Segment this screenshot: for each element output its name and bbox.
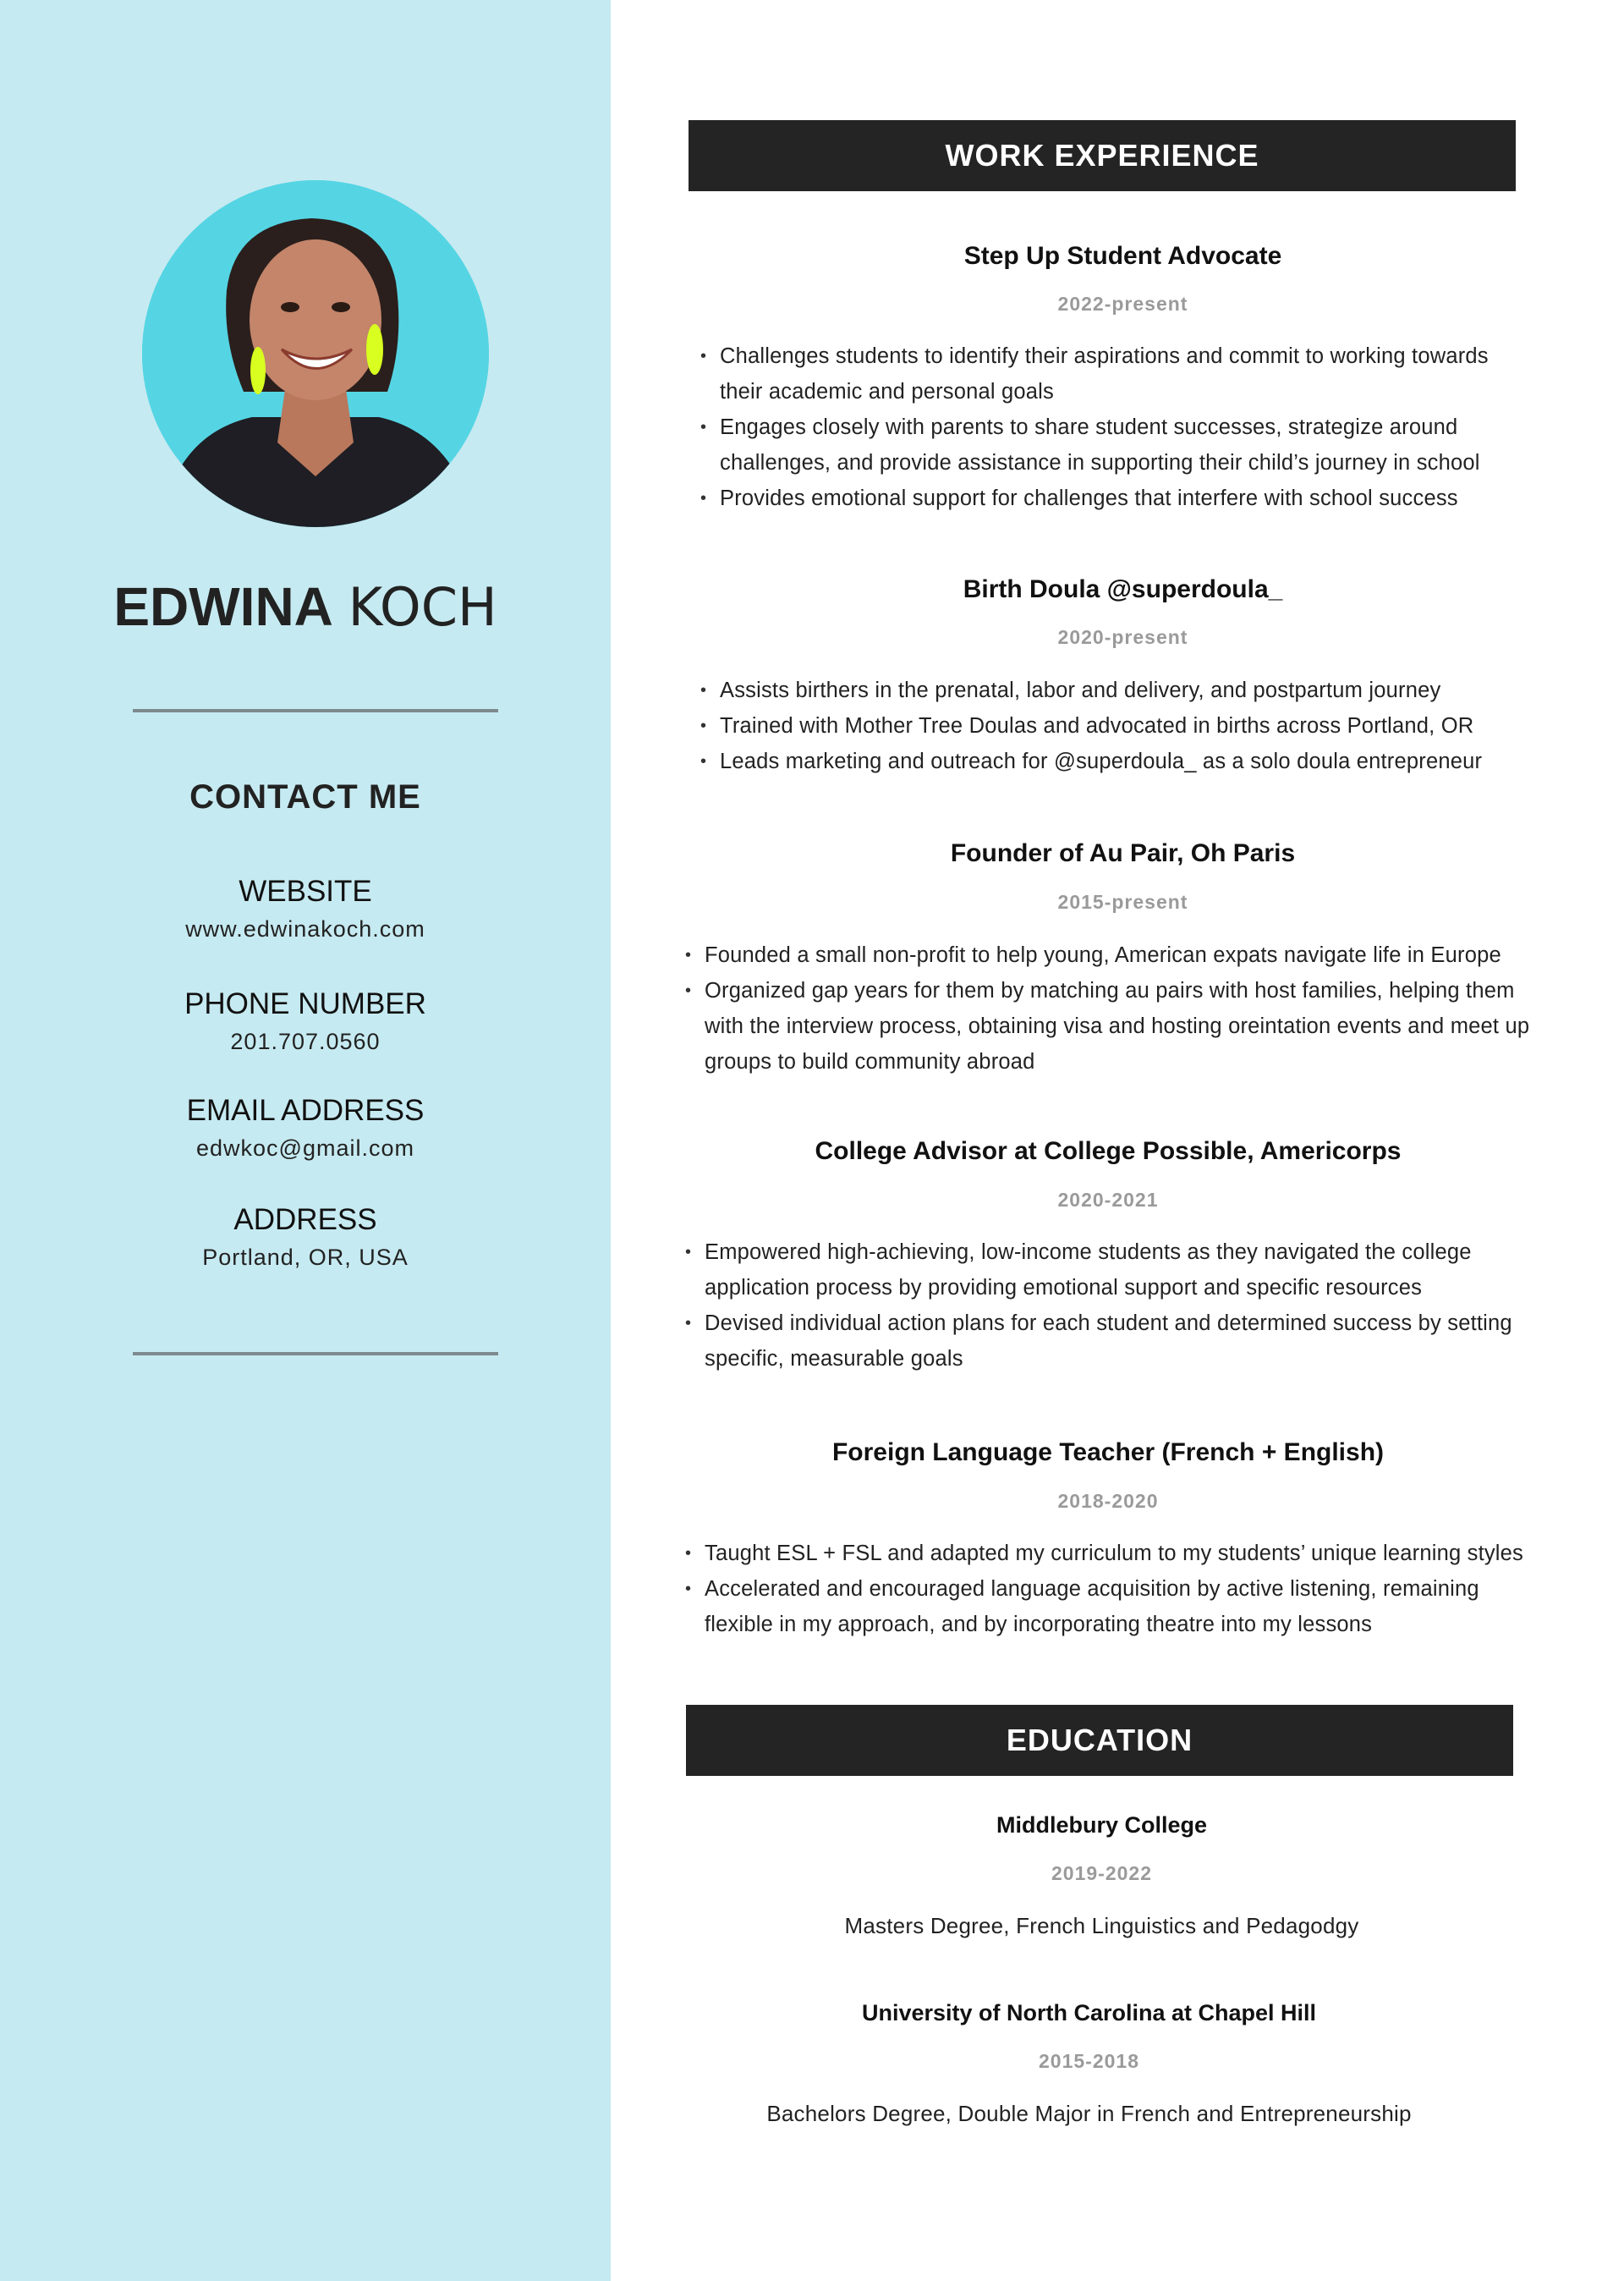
contact-website: [0, 871, 611, 946]
job-title: Birth Doula @superdoula_: [963, 575, 1283, 603]
bullet-item: • Challenges students to identify their aspirations and commit to working towards their academic and personal goals: [700, 338, 1529, 409]
email-label: EMAIL ADDRESS: [186, 1094, 425, 1127]
bullet-item: • Accelerated and encouraged language acquisition by active listening, remaining flexible in my approach, and by incorporating theatre into my lessons: [685, 1571, 1539, 1642]
job-date: 2020-2021: [1057, 1189, 1159, 1211]
bullet-item: • Taught ESL + FSL and adapted my curriculum to my students’ unique learning styles: [685, 1536, 1539, 1571]
school-name: University of North Carolina at Chapel Hill: [861, 2000, 1317, 2025]
candidate-name: [0, 575, 611, 638]
school-date: 2015-2018: [1039, 2050, 1139, 2072]
job-bullets: [685, 1234, 1539, 1377]
first-name: EDWINA: [113, 576, 333, 637]
job-title: Foreign Language Teacher (French + English): [831, 1438, 1385, 1466]
profile-photo: [142, 180, 489, 527]
website-label: WEBSITE: [239, 875, 372, 908]
education-heading: EDUCATION: [686, 1705, 1513, 1776]
portrait-photo-icon: [142, 180, 489, 527]
phone-label: PHONE NUMBER: [184, 987, 426, 1020]
school-date: 2019-2022: [1051, 1862, 1152, 1884]
phone-value: 201.707.0560: [230, 1029, 381, 1054]
bullet-item: • Empowered high-achieving, low-income students as they navigated the college application process by providing emotional support and specific resources: [685, 1234, 1539, 1305]
email-value[interactable]: edwkoc@gmail.com: [196, 1135, 414, 1161]
job-bullets: [685, 1536, 1539, 1642]
job-title: Founder of Au Pair, Oh Paris: [950, 839, 1296, 867]
bullet-item: • Organized gap years for them by matching au pairs with host families, helping them with the interview process, obtaining visa and hosting oreintation events and meet up groups to build community abroad: [685, 973, 1539, 1080]
bullet-item: • Provides emotional support for challenges that interfere with school success: [700, 481, 1529, 516]
job-date: 2022-present: [1057, 293, 1188, 315]
school-degree: Bachelors Degree, Double Major in French and Entrepreneurship: [766, 2101, 1412, 2126]
bullet-item: • Devised individual action plans for each student and determined success by setting specific, measurable goals: [685, 1305, 1539, 1377]
job-date: 2020-present: [1057, 626, 1188, 648]
job-date: 2018-2020: [1057, 1490, 1159, 1512]
bullet-item: • Leads marketing and outreach for @superdoula_ as a solo doula entrepreneur: [700, 744, 1529, 779]
job-bullets: [700, 673, 1529, 779]
school-degree: Masters Degree, French Linguistics and Pedagodgy: [844, 1913, 1359, 1938]
contact-phone: [0, 984, 611, 1058]
contact-title: CONTACT ME: [189, 778, 421, 816]
job-bullets: [700, 338, 1529, 516]
contact-email: [0, 1091, 611, 1165]
bullet-item: • Trained with Mother Tree Doulas and advocated in births across Portland, OR: [700, 708, 1529, 744]
sidebar-divider-top: [133, 709, 498, 712]
job-title: Step Up Student Advocate: [963, 242, 1282, 270]
website-value[interactable]: www.edwinakoch.com: [185, 916, 425, 942]
job-date: 2015-present: [1057, 891, 1188, 913]
contact-address: [0, 1200, 611, 1274]
bullet-item: • Founded a small non-profit to help young, American expats navigate life in Europe: [685, 937, 1539, 973]
address-value: Portland, OR, USA: [202, 1245, 409, 1270]
sidebar-divider-bottom: [133, 1352, 498, 1355]
last-name: KOCH: [348, 576, 497, 638]
bullet-item: • Engages closely with parents to share student successes, strategize around challenges, and provide assistance in supporting their child’s journey in school: [700, 409, 1529, 481]
work-experience-heading: WORK EXPERIENCE: [689, 120, 1516, 191]
address-label: ADDRESS: [233, 1203, 377, 1236]
bullet-item: • Assists birthers in the prenatal, labor and delivery, and postpartum journey: [700, 673, 1529, 708]
school-name: Middlebury College: [996, 1812, 1208, 1838]
job-title: College Advisor at College Possible, Americorps: [815, 1137, 1402, 1165]
sidebar: [0, 0, 611, 2281]
job-bullets: [685, 937, 1539, 1080]
